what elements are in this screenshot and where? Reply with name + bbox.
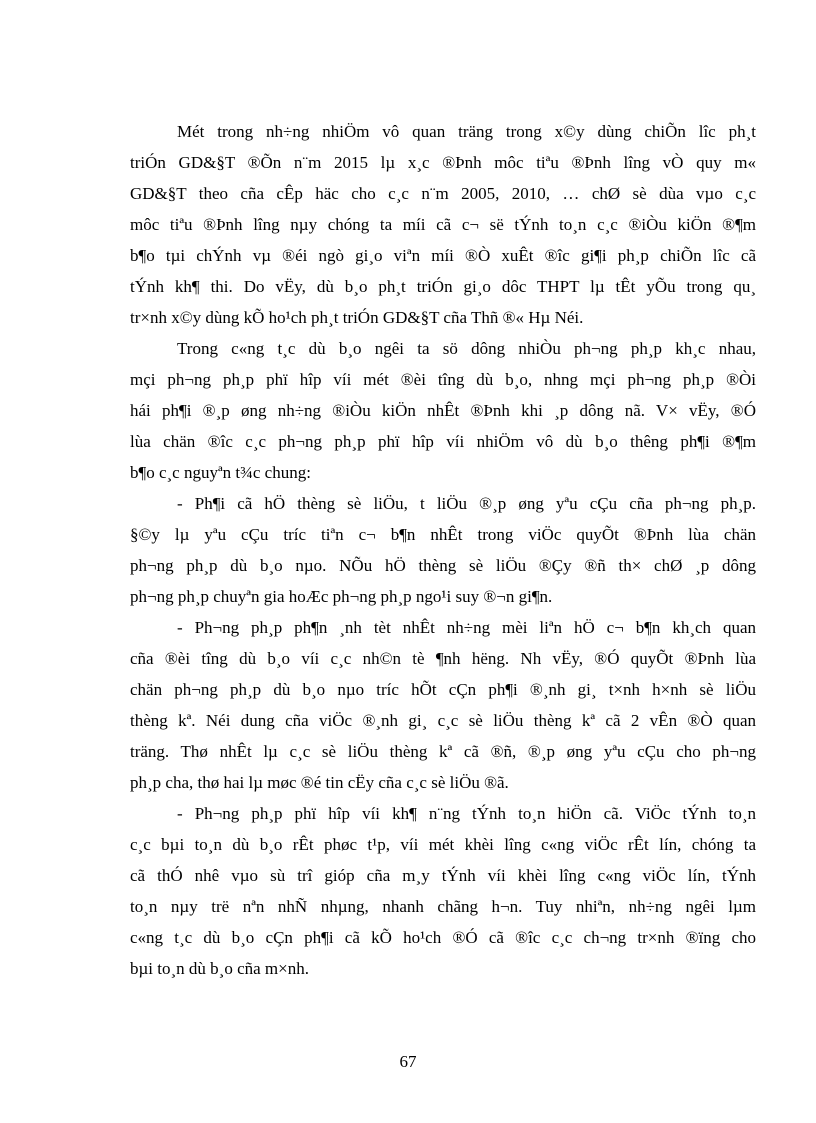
- text-line: bµi to¸n dù b¸o cña m×nh.: [130, 959, 309, 978]
- text-line: cña ®èi tîng dù b¸o víi c¸c nh©n tè ¶nh hëng. Nh vËy, ®Ó quyÕt ®Þnh lùa: [130, 649, 756, 668]
- page-number: 67: [399, 1052, 417, 1071]
- text-line: ph¬ng ph¸p dù b¸o nµo. NÕu hÖ thèng sè liÖu ®Çy ®ñ th× chØ ¸p dông: [130, 556, 756, 575]
- text-line: mçi ph¬ng ph¸p phï hîp víi mét ®èi tîng dù b¸o, nhng mçi ph¬ng ph¸p ®Òi: [130, 370, 756, 389]
- paragraph-1: [130, 116, 756, 333]
- text-line: GD&§T theo cña cÊp häc cho c¸c n¨m 2005, 2010, … chØ sè dùa vµo c¸c: [130, 184, 756, 203]
- text-line: - Ph¬ng ph¸p ph¶n ¸nh tèt nhÊt nh÷ng mèi liªn hÖ c¬ b¶n kh¸ch quan: [177, 618, 756, 637]
- text-line: c«ng t¸c dù b¸o cÇn ph¶i cã kÕ ho¹ch ®Ó cã ®îc c¸c ch¬ng tr×nh ®ïng cho: [130, 928, 756, 947]
- text-line: c¸c bµi to¸n dù b¸o rÊt phøc t¹p, víi mét khèi lîng c«ng viÖc rÊt lín, chóng ta: [130, 835, 756, 854]
- text-line: to¸n nµy trë nªn nhÑ nhµng, nhanh chãng h¬n. Tuy nhiªn, nh÷ng ngêi lµm: [130, 897, 756, 916]
- text-line: ph¬ng ph¸p chuyªn gia hoÆc ph¬ng ph¸p ngo¹i suy ®¬n gi¶n.: [130, 587, 553, 606]
- text-line: - Ph¬ng ph¸p phï hîp víi kh¶ n¨ng tÝnh to¸n hiÖn cã. ViÖc tÝnh to¸n: [177, 804, 756, 823]
- text-line: thèng kª. Néi dung cña viÖc ®¸nh gi¸ c¸c sè liÖu thèng kª cã 2 vÊn ®Ò quan: [130, 711, 756, 730]
- text-line: b¶o c¸c nguyªn t¾c chung:: [130, 463, 311, 482]
- text-line: cã thÓ nhê vµo sù trî gióp cña m¸y tÝnh víi khèi lîng c«ng viÖc lín, tÝnh: [130, 866, 756, 885]
- paragraph-4: [130, 612, 756, 798]
- text-line: triÓn GD&§T ®Õn n¨m 2015 lµ x¸c ®Þnh môc tiªu ®Þnh lîng vÒ quy m«: [130, 153, 756, 172]
- text-line: Mét trong nh÷ng nhiÖm vô quan träng trong x©y dùng chiÕn lîc ph¸t: [177, 122, 756, 141]
- text-line: tr×nh x©y dùng kÕ ho¹ch ph¸t triÓn GD&§T cña Thñ ®« Hµ Néi.: [130, 308, 584, 327]
- text-line: b¶o tµi chÝnh vµ ®éi ngò gi¸o viªn míi ®Ò xuÊt ®îc gi¶i ph¸p chiÕn lîc cã: [130, 246, 756, 265]
- text-line: ph¸p cha, thø hai lµ møc ®é tin cËy cña c¸c sè liÖu ®ã.: [130, 773, 509, 792]
- paragraph-2: [130, 333, 756, 488]
- text-line: lùa chän ®îc c¸c ph¬ng ph¸p phï hîp víi nhiÖm vô dù b¸o thêng ph¶i ®¶m: [130, 432, 756, 451]
- text-line: träng. Thø nhÊt lµ c¸c sè liÖu thèng kª cã ®ñ, ®¸p øng yªu cÇu cho ph¬ng: [130, 742, 756, 761]
- text-line: chän ph¬ng ph¸p dù b¸o nµo tríc hÕt cÇn ph¶i ®¸nh gi¸ t×nh h×nh sè liÖu: [130, 680, 756, 699]
- text-line: Trong c«ng t¸c dù b¸o ngêi ta sö dông nhiÒu ph¬ng ph¸p kh¸c nhau,: [177, 339, 756, 358]
- text-line: §©y lµ yªu cÇu tríc tiªn c¬ b¶n nhÊt trong viÖc quyÕt ®Þnh lùa chän: [130, 525, 756, 544]
- text-line: tÝnh kh¶ thi. Do vËy, dù b¸o ph¸t triÓn gi¸o dôc THPT lµ tÊt yÕu trong qu¸: [130, 277, 756, 296]
- text-line: môc tiªu ®Þnh lîng nµy chóng ta míi cã c¬ së tÝnh to¸n c¸c ®iÒu kiÖn ®¶m: [130, 215, 756, 234]
- paragraph-5: [130, 798, 756, 984]
- text-line: - Ph¶i cã hÖ thèng sè liÖu, t liÖu ®¸p øng yªu cÇu cña ph¬ng ph¸p.: [177, 494, 756, 513]
- text-line: hái ph¶i ®¸p øng nh÷ng ®iÒu kiÖn nhÊt ®Þnh khi ¸p dông nã. V× vËy, ®Ó: [130, 401, 756, 420]
- paragraph-3: [130, 488, 756, 612]
- body-text: [130, 116, 756, 984]
